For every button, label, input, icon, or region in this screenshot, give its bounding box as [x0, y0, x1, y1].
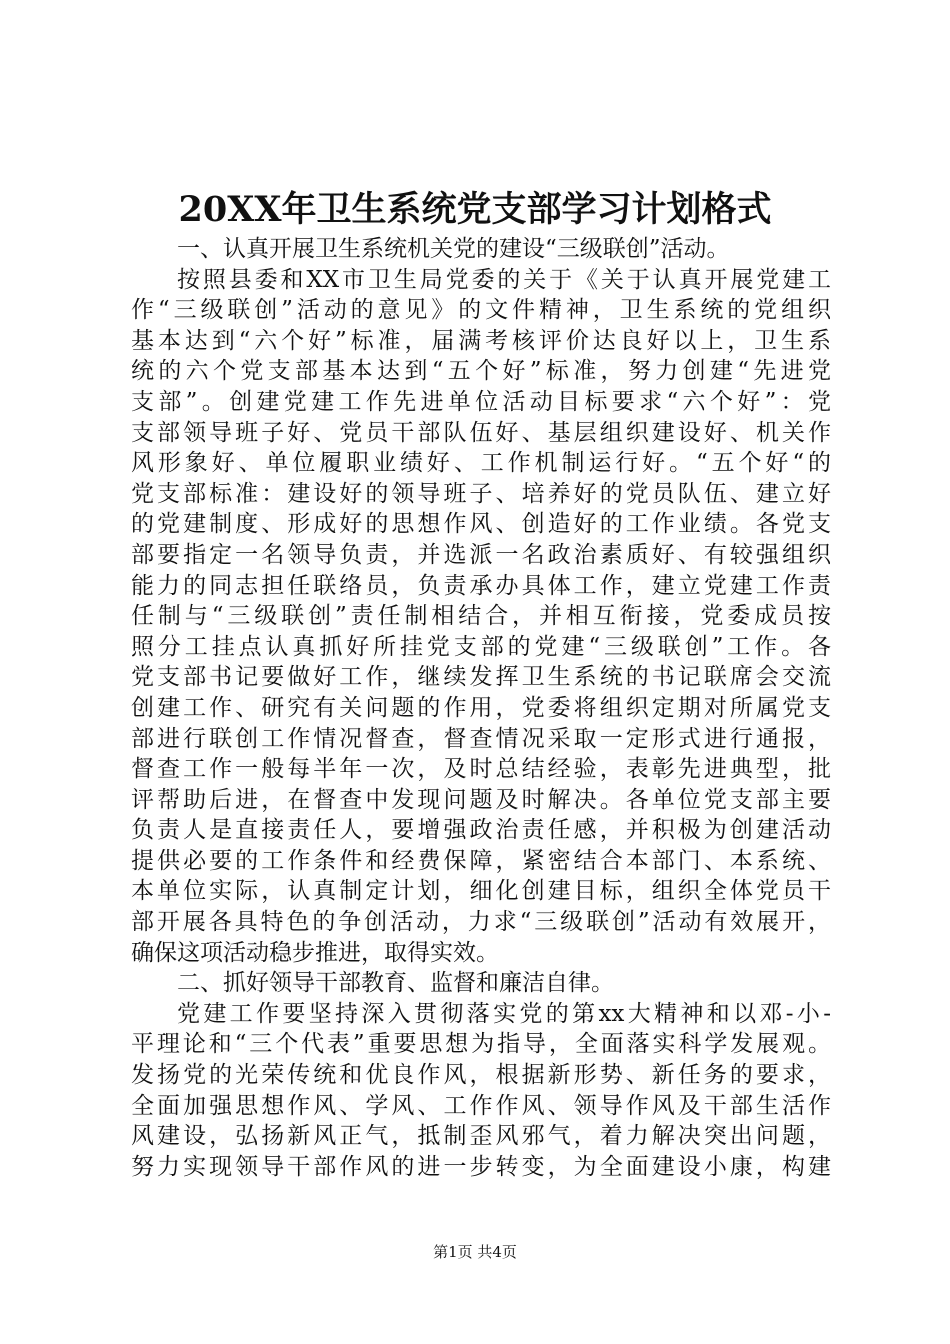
document-title: 20XX年卫生系统党支部学习计划格式 — [178, 189, 772, 230]
body-text-line: 提供必要的工作条件和经费保障，紧密结合本部门、本系统、 — [131, 847, 831, 874]
body-text-line: 的党建制度、形成好的思想作风、创造好的工作业绩。各党支 — [131, 511, 831, 538]
body-text-line: 党建工作要坚持深入贯彻落实党的第xx大精神和以邓-小- — [177, 1000, 831, 1027]
body-text-line: 支部”。创建党建工作先进单位活动目标要求“六个好”：党 — [131, 388, 831, 415]
body-text-line: 本单位实际，认真制定计划，细化创建目标，组织全体党员干 — [131, 878, 831, 905]
body-text-line: 平理论和“三个代表”重要思想为指导，全面落实科学发展观。 — [131, 1031, 831, 1058]
body-text-line: 任制与“三级联创”责任制相结合，并相互衔接，党委成员按 — [131, 603, 831, 630]
body-text-line: 部进行联创工作情况督查，督查情况采取一定形式进行通报， — [131, 725, 831, 752]
body-text-line: 努力实现领导干部作风的进一步转变，为全面建设小康，构建 — [131, 1153, 831, 1180]
body-text-line: 统的六个党支部基本达到“五个好”标准，努力创建“先进党 — [131, 358, 831, 385]
body-text-line: 风形象好、单位履职业绩好、工作机制运行好。“五个好“的 — [131, 450, 831, 477]
body-text-line: 创建工作、研究有关问题的作用，党委将组织定期对所属党支 — [131, 694, 831, 721]
body-text-line: 作“三级联创”活动的意见》的文件精神，卫生系统的党组织 — [131, 297, 831, 324]
body-text-line: 评帮助后进，在督查中发现问题及时解决。各单位党支部主要 — [131, 786, 831, 813]
body-text-line: 能力的同志担任联络员，负责承办具体工作，建立党建工作责 — [131, 572, 831, 599]
body-text-line: 党支部标准：建设好的领导班子、培养好的党员队伍、建立好 — [131, 480, 831, 507]
body-text-line: 发扬党的光荣传统和优良作风，根据新形势、新任务的要求， — [131, 1062, 831, 1089]
body-text-line: 党支部书记要做好工作，继续发挥卫生系统的书记联席会交流 — [131, 664, 831, 691]
body-text-line: 二、抓好领导干部教育、监督和廉洁自律。 — [177, 970, 614, 997]
body-text-line: 基本达到“六个好”标准，届满考核评价达良好以上，卫生系 — [131, 327, 831, 354]
body-text-line: 按照县委和XX市卫生局党委的关于《关于认真开展党建工 — [177, 266, 831, 293]
body-text-line: 负责人是直接责任人，要增强政治责任感，并积极为创建活动 — [131, 817, 831, 844]
body-text-line: 全面加强思想作风、学风、工作作风、领导作风及干部生活作 — [131, 1092, 831, 1119]
body-text-line: 照分工挂点认真抓好所挂党支部的党建“三级联创”工作。各 — [131, 633, 831, 660]
body-text-line: 确保这项活动稳步推进，取得实效。 — [131, 939, 499, 966]
body-text-line: 部要指定一名领导负责，并选派一名政治素质好、有较强组织 — [131, 541, 831, 568]
document-body — [131, 234, 831, 1182]
body-text-line: 部开展各具特色的争创活动，力求“三级联创”活动有效展开， — [131, 909, 831, 936]
body-text-line: 支部领导班子好、党员干部队伍好、基层组织建设好、机关作 — [131, 419, 831, 446]
body-text-line: 风建设，弘扬新风正气，抵制歪风邪气，着力解决突出问题， — [131, 1123, 831, 1150]
body-text-line: 一、认真开展卫生系统机关党的建设“三级联创”活动。 — [177, 236, 730, 262]
body-text-line: 督查工作一般每半年一次，及时总结经验，表彰先进典型，批 — [131, 756, 831, 783]
page-footer: 第1页 共4页 — [433, 1243, 517, 1261]
